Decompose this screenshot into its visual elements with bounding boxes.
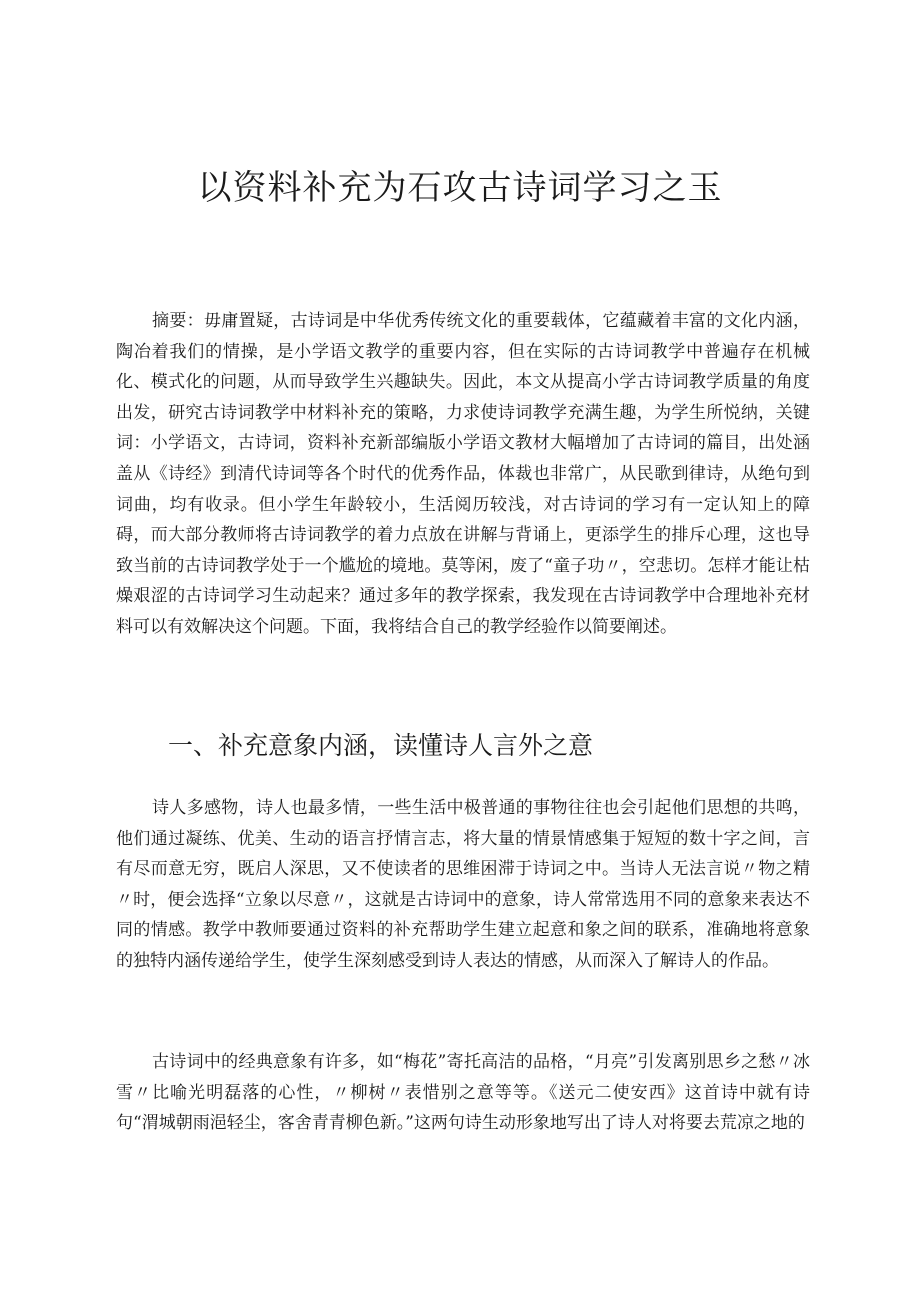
body-paragraph: 古诗词中的经典意象有许多，如“梅花”寄托高洁的品格，“月亮”引发离别思乡之愁〃冰雪〃比喻光明磊落的心性，〃柳树〃表惜别之意等等。《送元二使安西》这首诗中就有诗句“渭城朝雨浥轻尘，客舍青青柳色新。”这两句诗生动形象地写出了诗人对将要去荒凉之地的: [116, 1052, 810, 1134]
section-heading: 一、补充意象内涵，读懂诗人言外之意: [168, 731, 594, 760]
body-paragraph: 诗人多感物，诗人也最多情，一些生活中极普通的事物往往也会引起他们思想的共鸣，他们通过凝练、优美、生动的语言抒情言志，将大量的情景情感集于短短的数十字之间，言有尽而意无穷，既启人深思，又不使读者的思维困滞于诗词之中。当诗人无法言说〃物之精〃时，便会选择“立象以尽意〃，这就是古诗词中的意象，诗人常常选用不同的意象来表达不同的情感。教学中教师要通过资料的补充帮助学生建立起意和象之间的联系，准确地将意象的独特内涵传递给学生，使学生深刻感受到诗人表达的情感，从而深入了解诗人的作品。: [116, 798, 810, 971]
abstract-paragraph: 摘要：毋庸置疑，古诗词是中华优秀传统文化的重要载体，它蕴藏着丰富的文化内涵，陶冶着我们的情操，是小学语文教学的重要内容，但在实际的古诗词教学中普遍存在机械化、模式化的问题，从而导致学生兴趣缺失。因此，本文从提高小学古诗词教学质量的角度出发，研究古诗词教学中材料补充的策略，力求使诗词教学充满生趣，为学生所悦纳，关键词：小学语文，古诗词，资料补充新部编版小学语文教材大幅增加了古诗词的篇目，出处涵盖从《诗经》到清代诗词等各个时代的优秀作品，体裁也非常广，从民歌到律诗，从绝句到词曲，均有收录。但小学生年龄较小，生活阅历较浅，对古诗词的学习有一定认知上的障碍，而大部分教师将古诗词教学的着力点放在讲解与背诵上，更添学生的排斥心理，这也导致当前的古诗词教学处于一个尴尬的境地。莫等闲，废了“童子功〃，空悲切。怎样才能让枯燥艰涩的古诗词学习生动起来？通过多年的教学探索，我发现在古诗词教学中合理地补充材料可以有效解决这个问题。下面，我将结合自己的教学经验作以简要阐述。: [116, 311, 810, 637]
document-title: 以资料补充为石攻古诗词学习之玉: [197, 168, 723, 208]
